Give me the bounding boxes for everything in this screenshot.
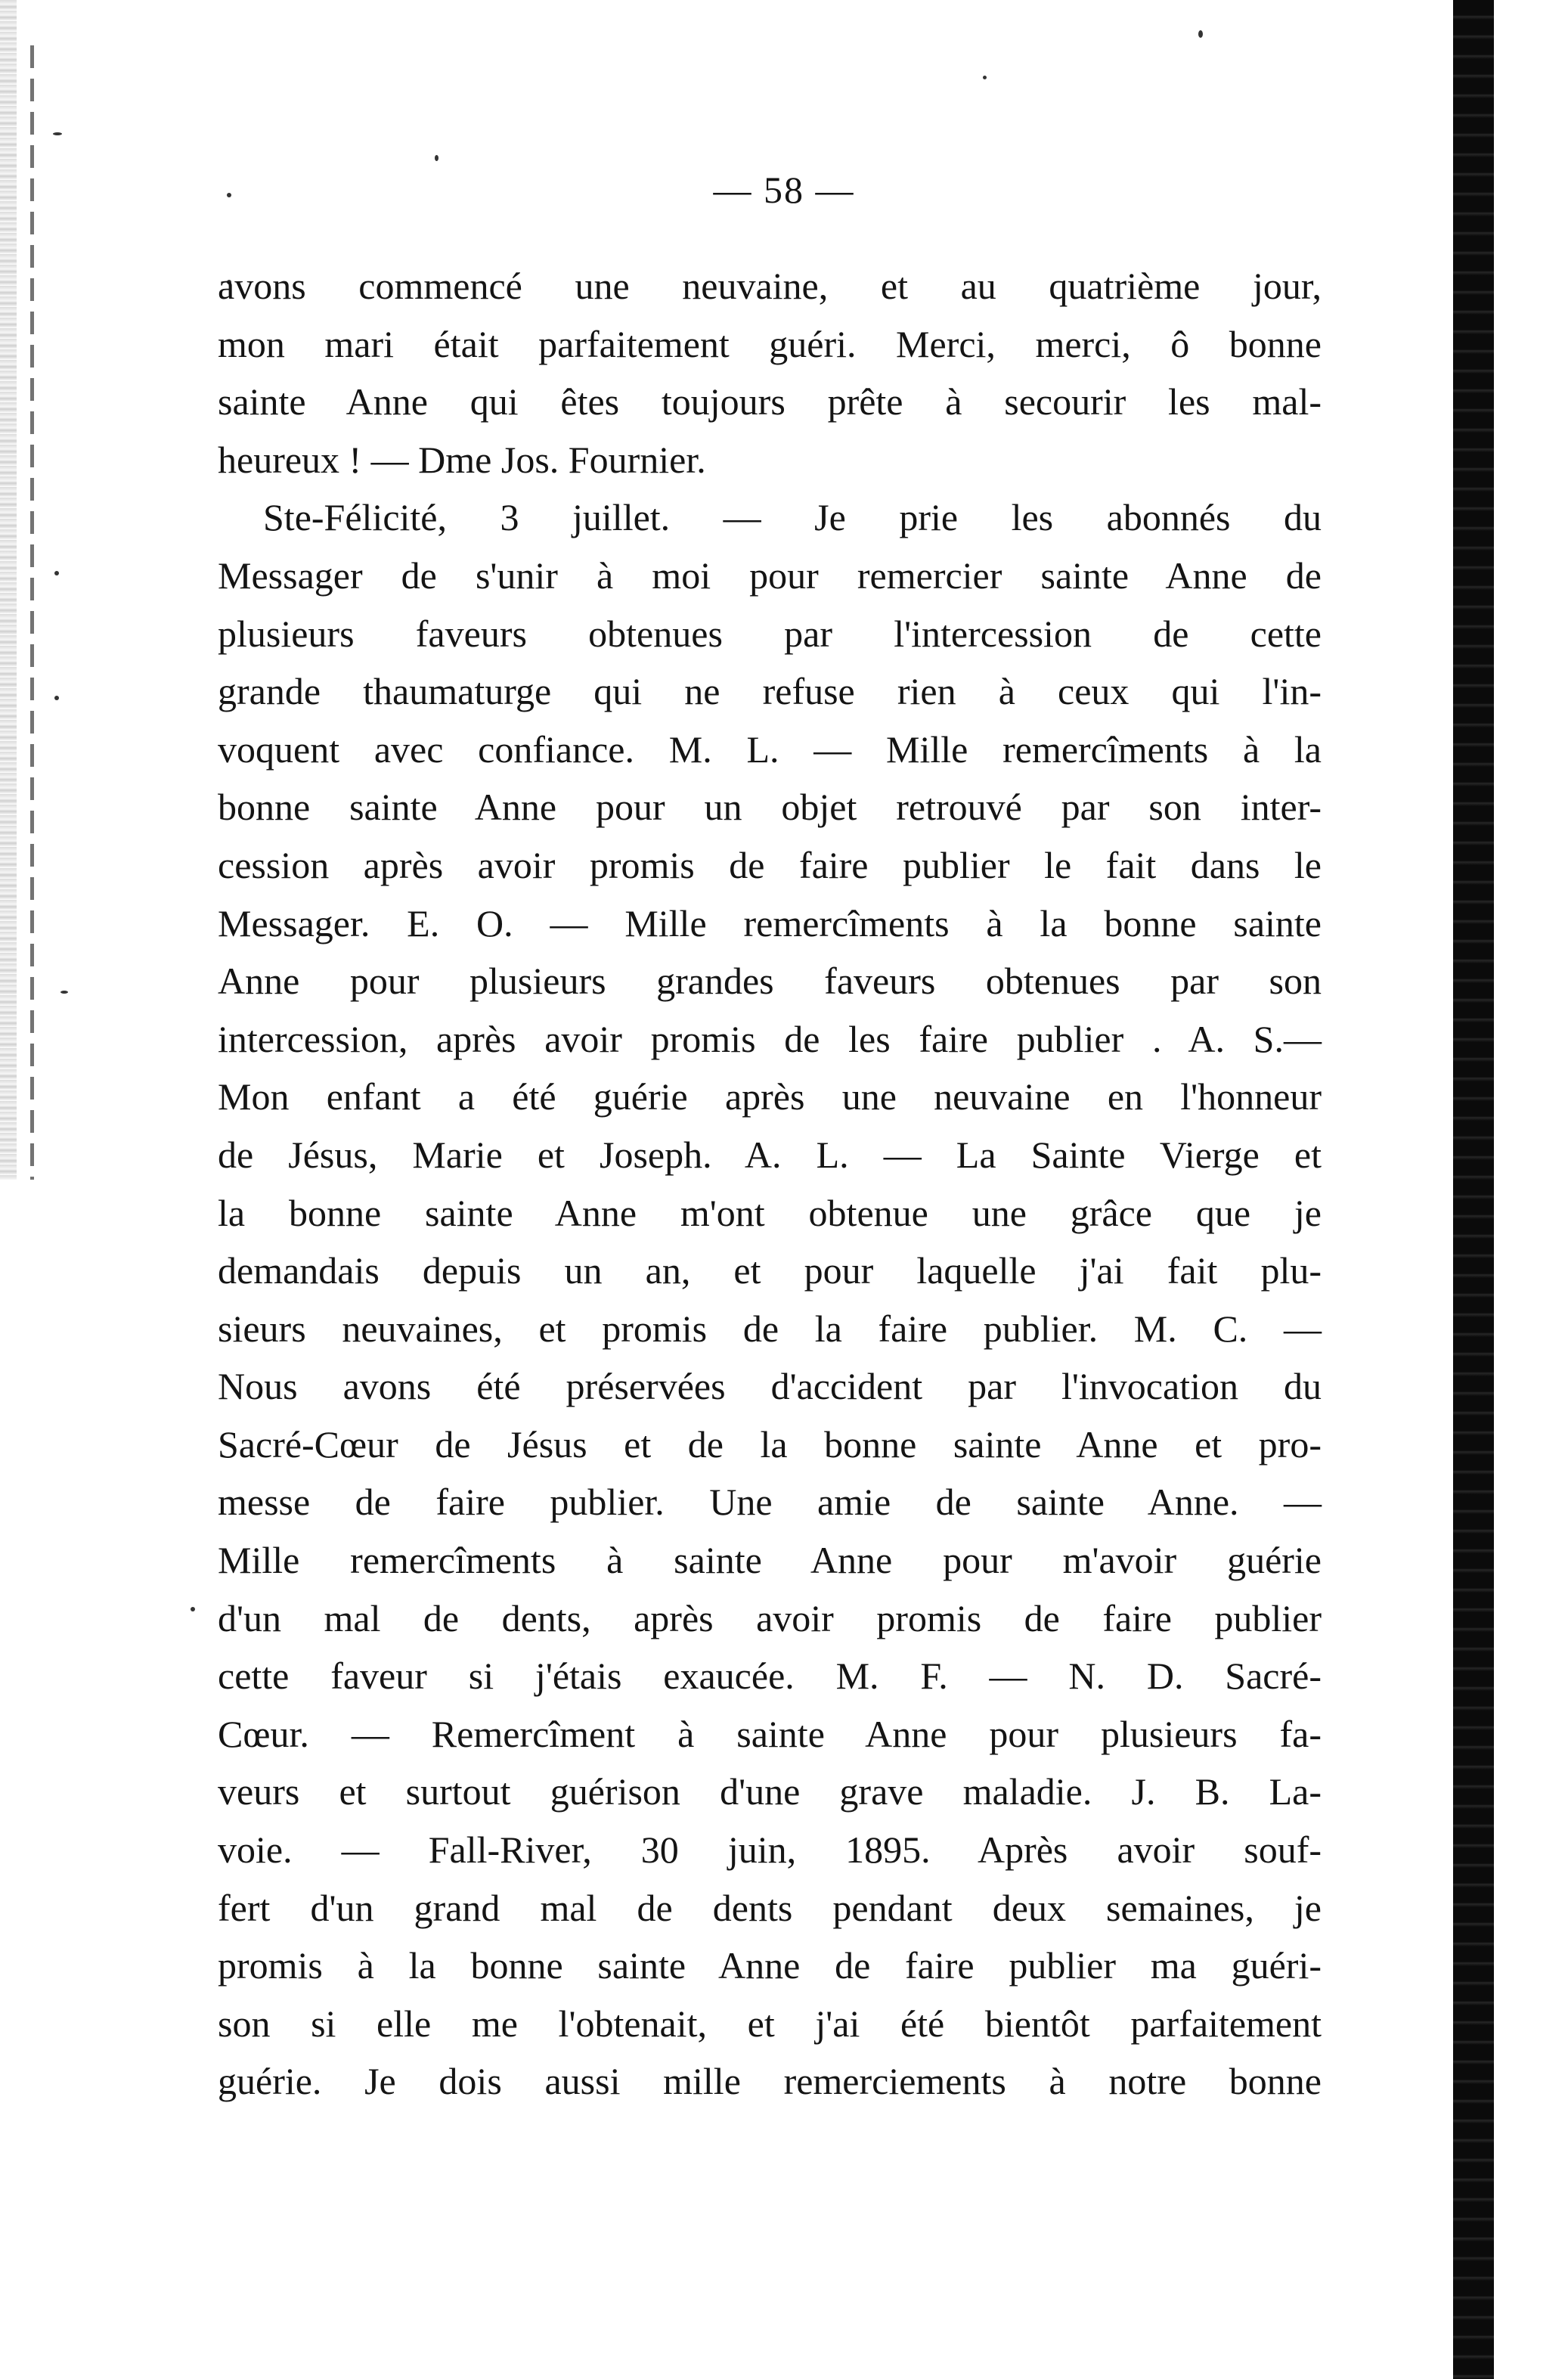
text-line: cette faveur si j'étais exaucée. M. F. — N. D. Sacré- bbox=[218, 1655, 1322, 1698]
text-line: son si elle me l'obtenait, et j'ai été bientôt parfaitement bbox=[218, 2002, 1322, 2045]
text-line: Nous avons été préservées d'accident par l'invocation du bbox=[218, 1365, 1322, 1408]
scan-speck bbox=[54, 696, 59, 700]
text-line: demandais depuis un an, et pour laquelle j'ai fait plu- bbox=[218, 1249, 1322, 1292]
text-line: voquent avec confiance. M. L. — Mille remercîments à la bbox=[218, 727, 1322, 771]
text-line: avons commencé une neuvaine, et au quatrième jour, bbox=[218, 265, 1322, 307]
page-number: — 58 — bbox=[713, 169, 855, 211]
text-line: Mon enfant a été guérie après une neuvaine en l'honneur bbox=[218, 1075, 1322, 1118]
text-line: heureux ! — Dme Jos. Fournier. bbox=[218, 438, 706, 481]
text-line: Mille remercîments à sainte Anne pour m'avoir guérie bbox=[218, 1539, 1322, 1582]
text-line: Anne pour plusieurs grandes faveurs obtenues par son bbox=[218, 960, 1322, 1003]
text-line: plusieurs faveurs obtenues par l'intercession de cette bbox=[218, 612, 1322, 655]
text-line: la bonne sainte Anne m'ont obtenue une grâce que je bbox=[218, 1191, 1322, 1234]
text-line: Ste-Félicité, 3 juillet. — Je prie les abonnés du bbox=[263, 496, 1322, 539]
text-line: veurs et surtout guérison d'une grave maladie. J. B. La- bbox=[218, 1770, 1322, 1813]
left-margin-mark bbox=[30, 45, 34, 1180]
text-line: bonne sainte Anne pour un objet retrouvé par son inter- bbox=[218, 786, 1322, 829]
text-line: mon mari était parfaitement guéri. Merci, merci, ô bonne bbox=[218, 322, 1322, 365]
scan-speck bbox=[60, 991, 68, 994]
text-line: messe de faire publier. Une amie de sainte Anne. — bbox=[218, 1481, 1322, 1524]
scan-speck bbox=[983, 76, 987, 79]
text-line: de Jésus, Marie et Joseph. A. L. — La Sainte Vierge et bbox=[218, 1133, 1322, 1176]
text-line: grande thaumaturge qui ne refuse rien à ceux qui l'in- bbox=[218, 670, 1322, 713]
body-text bbox=[218, 257, 1322, 2111]
right-margin bbox=[1494, 0, 1568, 2379]
text-line: cession après avoir promis de faire publier le fait dans le bbox=[218, 843, 1322, 886]
text-line: Sacré-Cœur de Jésus et de la bonne sainte Anne et pro- bbox=[218, 1422, 1322, 1466]
scan-speck bbox=[435, 155, 438, 161]
text-line: d'un mal de dents, après avoir promis de faire publier bbox=[218, 1596, 1322, 1639]
text-line: sieurs neuvaines, et promis de la faire publier. M. C. — bbox=[218, 1307, 1322, 1350]
text-line: promis à la bonne sainte Anne de faire publier ma guéri- bbox=[218, 1944, 1322, 1987]
text-line: sainte Anne qui êtes toujours prête à secourir les mal- bbox=[218, 380, 1322, 423]
scan-speck bbox=[1198, 30, 1203, 38]
text-line: Messager. E. O. — Mille remercîments à la bonne sainte bbox=[218, 901, 1322, 944]
scan-speck bbox=[53, 132, 62, 135]
text-line: Messager de s'unir à moi pour remercier sainte Anne de bbox=[218, 554, 1322, 597]
text-line: voie. — Fall-River, 30 juin, 1895. Après avoir souf- bbox=[218, 1828, 1322, 1872]
text-line: intercession, après avoir promis de les faire publier . A. S.— bbox=[218, 1017, 1322, 1060]
text-line: guérie. Je dois aussi mille remerciements à notre bonne bbox=[218, 2060, 1322, 2103]
scan-speck bbox=[54, 571, 59, 575]
text-line: fert d'un grand mal de dents pendant deux semaines, je bbox=[218, 1886, 1322, 1929]
right-binding-edge bbox=[1453, 0, 1494, 2379]
text-line: Cœur. — Remercîment à sainte Anne pour plusieurs fa- bbox=[218, 1712, 1322, 1755]
scan-speck bbox=[191, 1607, 195, 1611]
